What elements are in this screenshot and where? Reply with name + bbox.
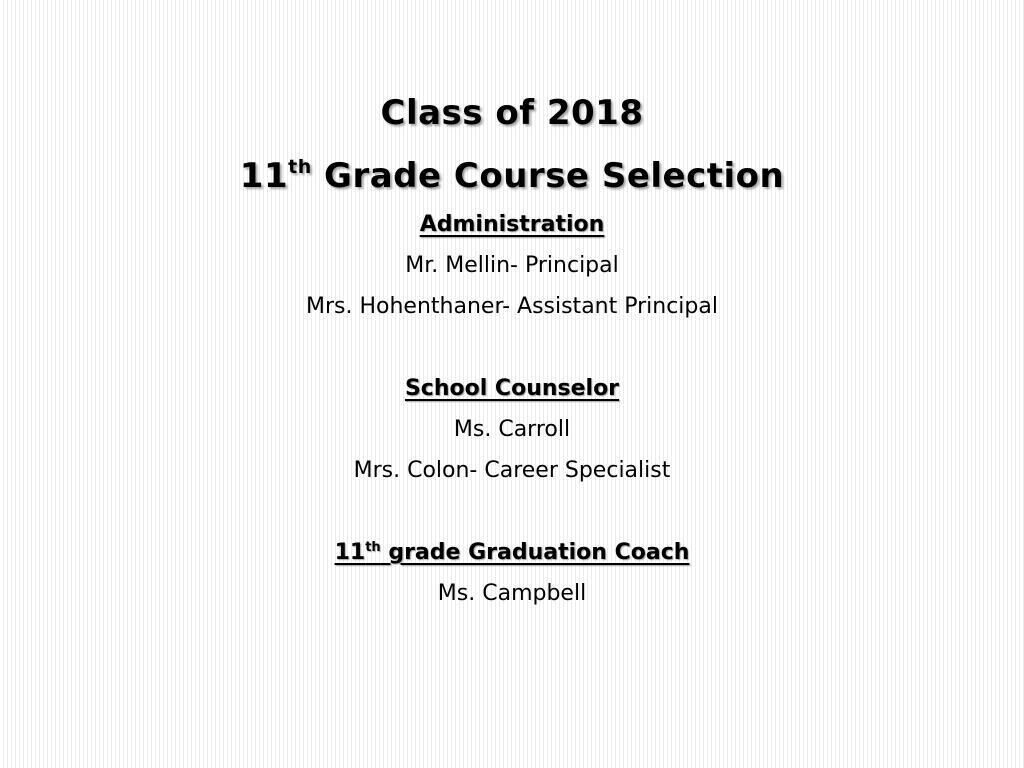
school-counselor-heading <box>0 375 1024 403</box>
graduation-coach-heading <box>0 539 1024 567</box>
counselor-line-carroll: Ms. Carroll <box>453 417 571 442</box>
coach-heading-suffix: th <box>365 540 381 555</box>
title-line-1: Class of 2018 <box>380 93 644 133</box>
coach-heading-rest: grade Graduation Coach <box>380 540 690 565</box>
title-line-2-rest: Grade Course Selection <box>311 156 785 196</box>
coach-line-campbell: Ms. Campbell <box>437 581 587 606</box>
title-grade-number: 11 <box>239 156 289 196</box>
school-counselor-heading-text: School Counselor <box>404 376 620 401</box>
slide-subtitle <box>0 156 1024 196</box>
administration-heading-text: Administration <box>419 212 605 237</box>
title-grade-suffix: th <box>288 156 312 178</box>
administration-line-assistant-principal: Mrs. Hohenthaner- Assistant Principal <box>306 294 718 319</box>
coach-heading-number: 11 <box>334 540 366 565</box>
counselor-line-career-specialist: Mrs. Colon- Career Specialist <box>353 458 671 483</box>
slide-title <box>0 93 1024 133</box>
administration-heading <box>0 211 1024 239</box>
graduation-coach-heading-text <box>335 540 690 565</box>
administration-line-principal: Mr. Mellin- Principal <box>405 253 619 278</box>
